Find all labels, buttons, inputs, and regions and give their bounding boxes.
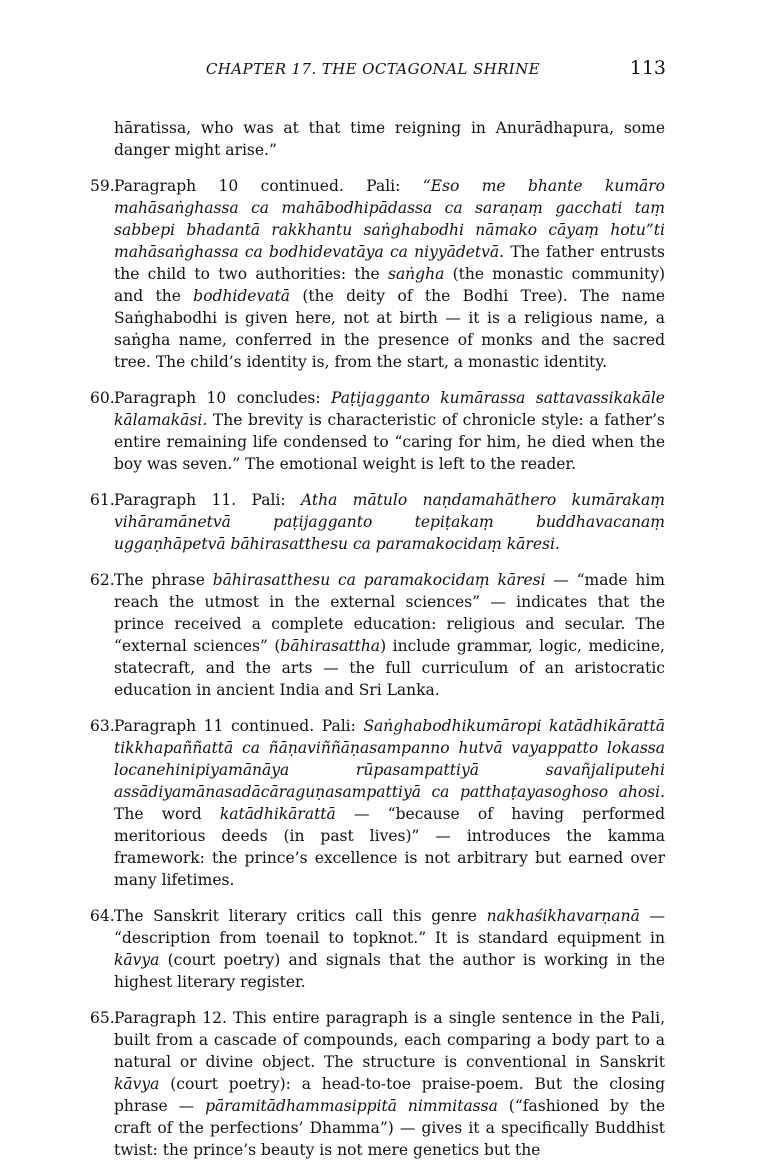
italic-text: Saṅghabodhikumāropi katādhikārattā tikkhapaññattā ca ñāṇaviññāṇasampanno hutvā vayappatto lokassa locanehinipiyamānāya rūpasampattiyā savañjaliputehi assādiyamānasadācāraguṇasampattiyā ca patthaṭayasoghoso ahosi. bbox=[114, 717, 666, 801]
italic-text: “Eso me bhante kumāro mahāsaṅghassa ca mahābodhipādassa ca saraṇaṃ gacchati taṃ sabbepi bhadantā rakkhantu saṅghabodhi nāmako cāyaṃ hotu”ti mahāsaṅghassa ca bodhidevatāya ca niyyādetvā. bbox=[114, 177, 666, 261]
text-run: (court poetry): a head-to-toe praise-poem. But the closing phrase — bbox=[114, 1075, 665, 1115]
italic-text: kāvya bbox=[114, 1075, 160, 1093]
italic-text: saṅgha bbox=[387, 265, 445, 283]
italic-text: kāvya bbox=[114, 951, 160, 969]
endnotes-list bbox=[90, 175, 665, 1161]
endnote-item bbox=[90, 489, 665, 555]
endnote-number: 64. bbox=[90, 907, 115, 925]
endnote-item bbox=[90, 905, 665, 993]
endnote-number: 60. bbox=[90, 389, 115, 407]
text-run: — “made him reach the utmost in the external sciences” — indicates that the prince received a complete education: religious and secular. The “external sciences” ( bbox=[114, 571, 665, 655]
italic-text: bodhidevatā bbox=[193, 287, 290, 305]
text-run: (“fashioned by the craft of the perfections’ Dhamma”) — gives it a specifically Buddhist twist: the prince’s beauty is not mere genetics but the bbox=[114, 1097, 665, 1159]
chapter-title: CHAPTER 17. THE OCTAGONAL SHRINE bbox=[205, 60, 540, 78]
text-run: Paragraph 12. This entire paragraph is a single sentence in the Pali, built from a cascade of compounds, each comparing a body part to a natural or divine object. The structure is conventional in Sanskrit bbox=[114, 1009, 665, 1071]
text-run: (the deity of the Bodhi Tree). The name Saṅghabodhi is given here, not at birth — it is a religious name, a saṅgha name, conferred in the presence of monks and the sacred tree. The child’s identity is, from the start, a monastic identity. bbox=[114, 287, 666, 371]
continuation-paragraph bbox=[114, 117, 665, 161]
text-run: Paragraph 11 continued. Pali: bbox=[114, 717, 364, 735]
text-run: The word bbox=[114, 805, 220, 823]
endnote-item bbox=[90, 1007, 665, 1161]
endnote-item bbox=[90, 387, 665, 475]
italic-text: bāhirasattha bbox=[280, 637, 381, 655]
text-run: Paragraph 10 continued. Pali: bbox=[114, 177, 423, 195]
notes-body bbox=[90, 117, 665, 1175]
endnote-number: 63. bbox=[90, 717, 115, 735]
running-head bbox=[113, 57, 666, 81]
endnote-number: 59. bbox=[90, 177, 115, 195]
text-run: (court poetry) and signals that the author is working in the highest literary register. bbox=[114, 951, 665, 991]
text-run: — “because of having performed meritorious deeds (in past lives)” — introduces the kamma framework: the prince’s excellence is not arbitrary but earned over many lifetimes. bbox=[114, 805, 666, 889]
text-run: The phrase bbox=[114, 571, 213, 589]
text-run: (the monastic community) and the bbox=[114, 265, 666, 305]
italic-text: pāramitādhammasippitā nimmitassa bbox=[205, 1097, 498, 1115]
text-run: Paragraph 11. Pali: bbox=[114, 491, 302, 509]
italic-text: bāhirasatthesu ca paramakocidaṃ kāresi bbox=[212, 571, 546, 589]
italic-text: katādhikārattā bbox=[219, 805, 336, 823]
italic-text: Paṭijagganto kumārassa sattavassikakāle kālamakāsi. bbox=[114, 389, 665, 429]
text-run: Paragraph 10 concludes: bbox=[114, 389, 332, 407]
text-run: hāratissa, who was at that time reigning in Anurādhapura, some danger might arise.” bbox=[114, 119, 665, 159]
endnote-item bbox=[90, 175, 665, 373]
page-number: 113 bbox=[629, 57, 666, 79]
italic-text: Atha mātulo naṇdamahāthero kumārakaṃ vihāramānetvā paṭijagganto tepiṭakaṃ buddhavacanaṃ uggaṇhāpetvā bāhirasatthesu ca paramakocidaṃ kāresi. bbox=[114, 491, 665, 553]
text-run: — “description from toenail to topknot.” It is standard equipment in bbox=[114, 907, 665, 947]
endnote-number: 65. bbox=[90, 1009, 115, 1027]
endnote-item bbox=[90, 569, 665, 701]
text-run: The father entrusts the child to two authorities: the bbox=[114, 243, 665, 283]
text-run: The Sanskrit literary critics call this genre bbox=[114, 907, 487, 925]
endnote-item bbox=[90, 715, 665, 891]
endnote-number: 61. bbox=[90, 491, 115, 509]
endnote-number: 62. bbox=[90, 571, 115, 589]
text-run: ) include grammar, logic, medicine, statecraft, and the arts — the full curriculum of an aristocratic education in ancient India and Sri Lanka. bbox=[114, 637, 665, 699]
italic-text: nakhaśikhavarṇanā bbox=[486, 907, 640, 925]
text-run: The brevity is characteristic of chronicle style: a father’s entire remaining life condensed to “caring for him, he died when the boy was seven.” The emotional weight is left to the reader. bbox=[114, 411, 665, 473]
